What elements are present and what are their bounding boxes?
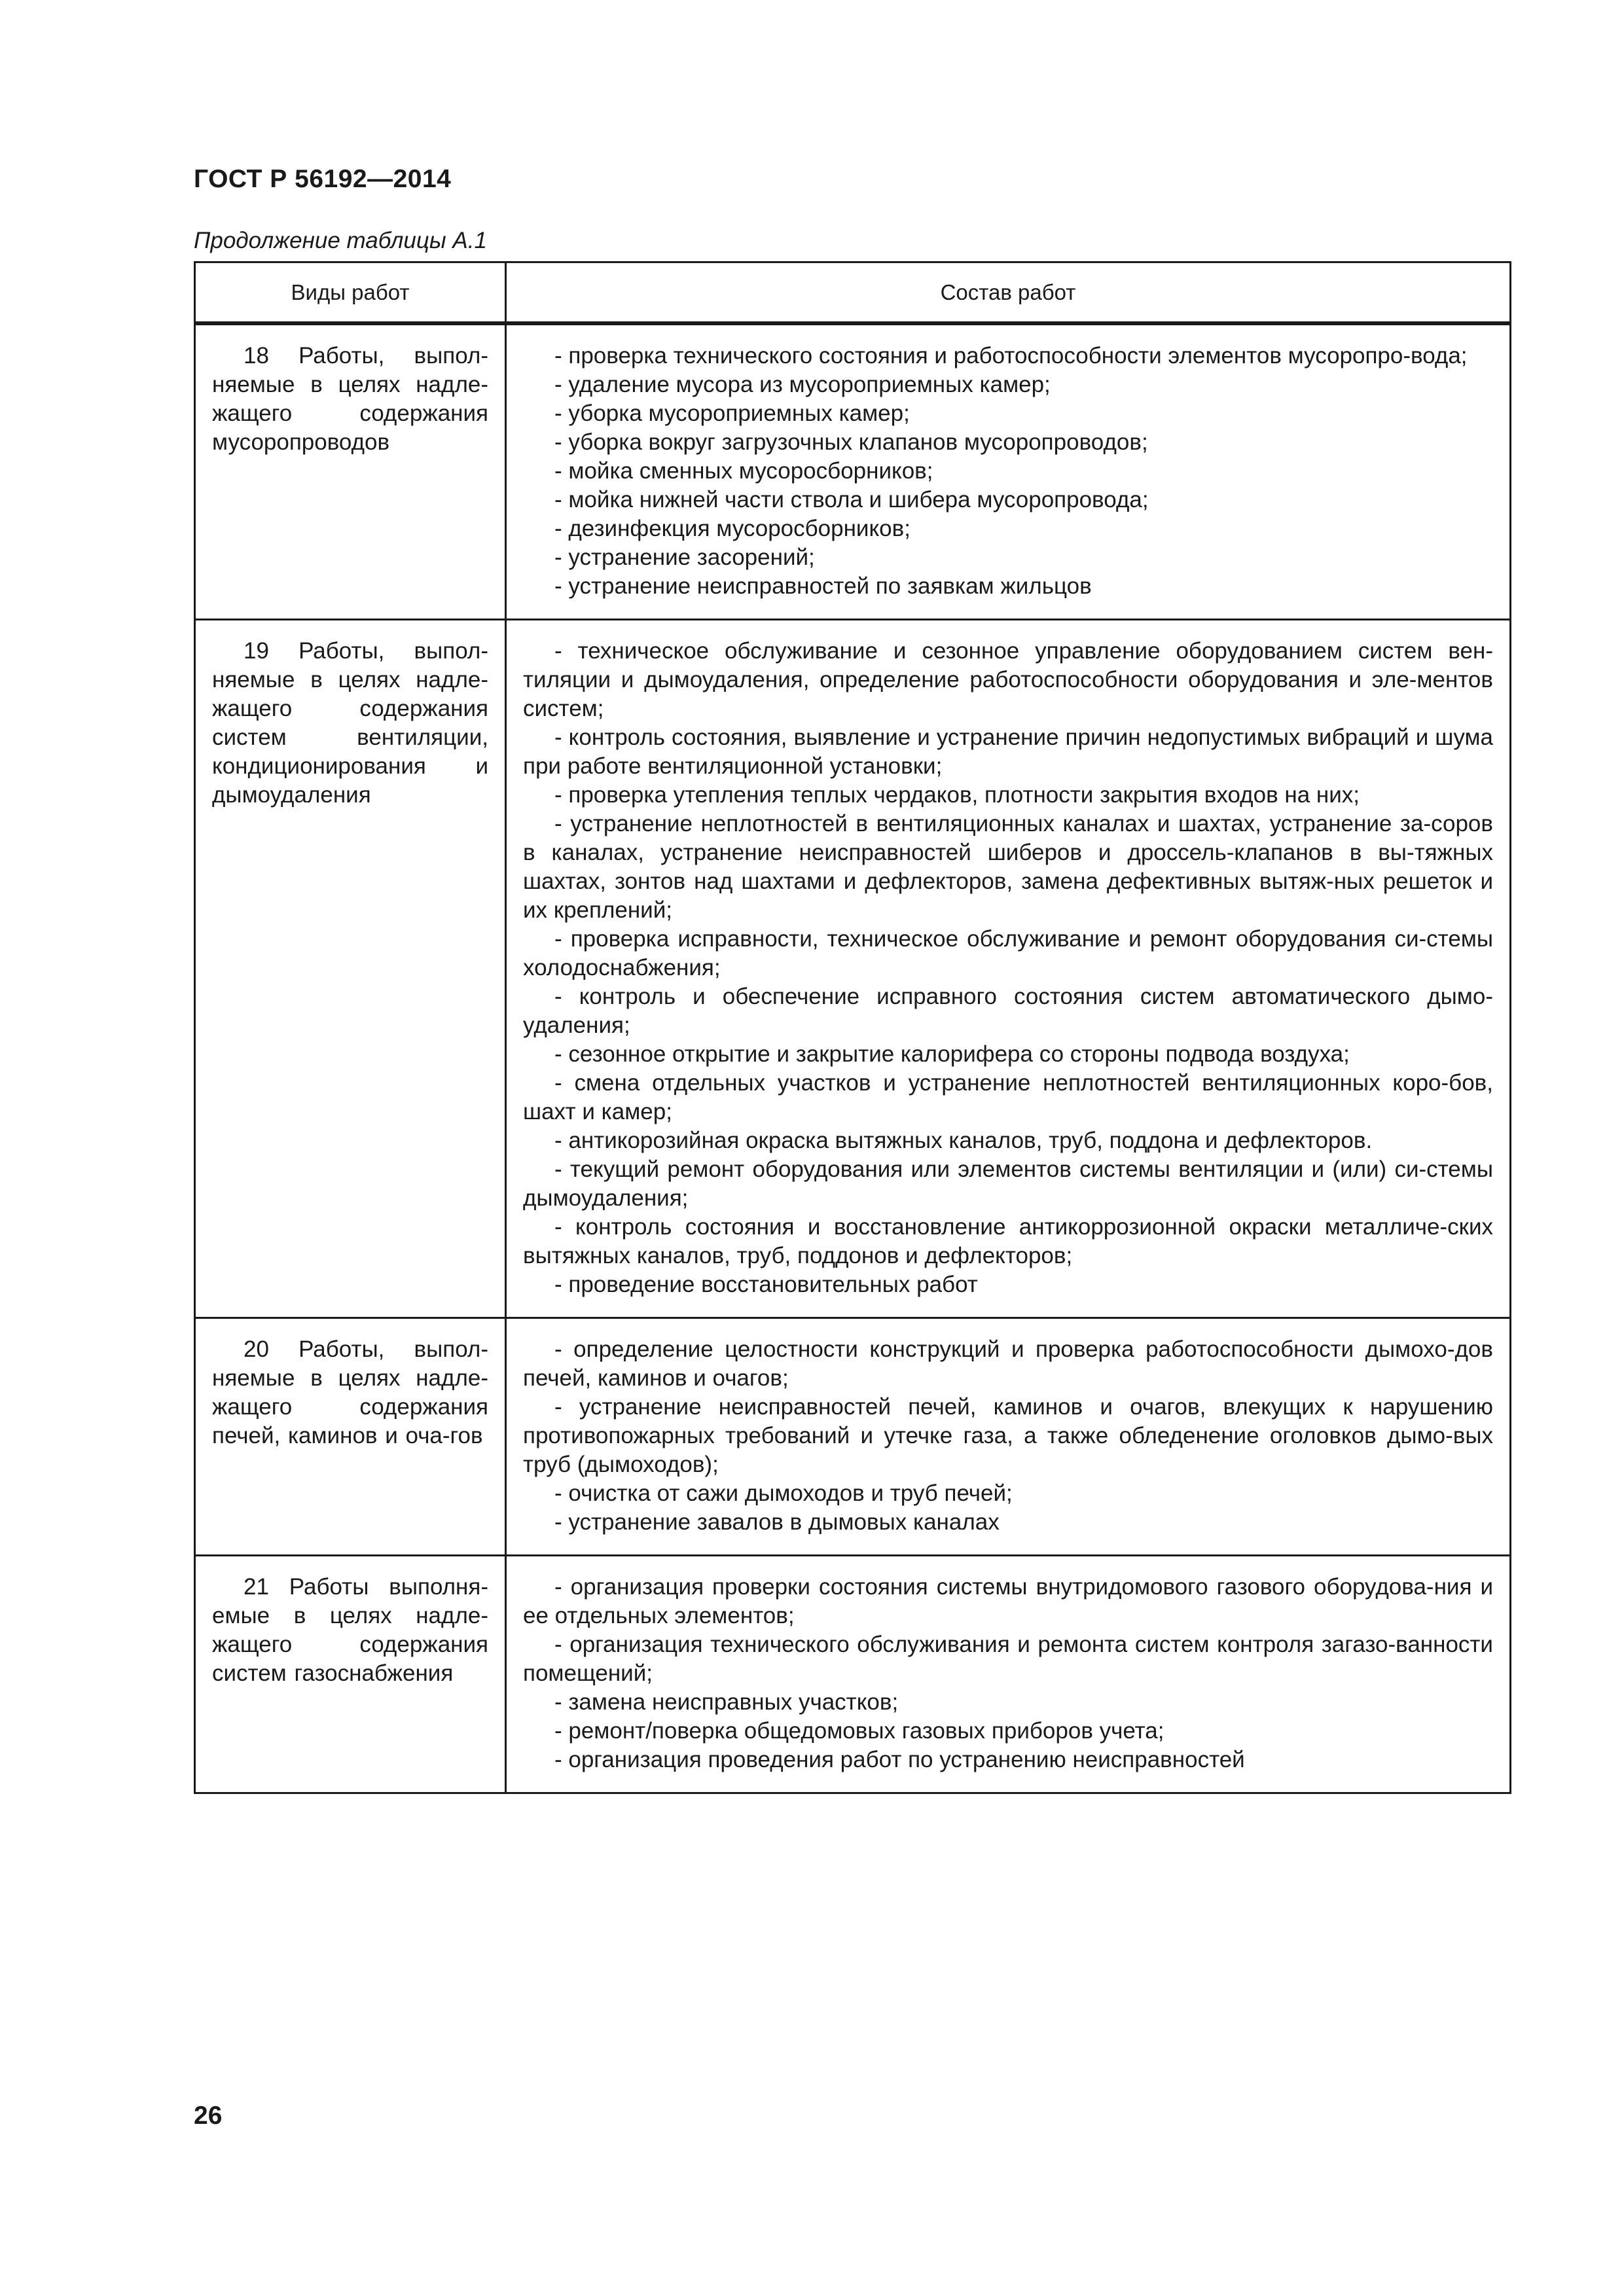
work-items-list: [523, 342, 1493, 601]
work-item: - уборка мусороприемных камер;: [554, 401, 910, 426]
table-header-row: [195, 262, 1511, 324]
work-items-list: [523, 637, 1493, 1299]
work-composition-cell: [506, 1556, 1511, 1793]
column-header-composition: Состав работ: [506, 262, 1511, 324]
work-item: - сезонное открытие и закрытие калорифера со стороны подвода воздуха;: [554, 1041, 1350, 1067]
work-item: - смена отдельных участков и устранение неплотностей вентиляционных коро-бов, шахт и камер;: [523, 1070, 1493, 1124]
work-kind-text: 18 Работы, выпол-няемые в целях надле-жащего содержания мусоропроводов: [212, 343, 488, 455]
work-item: - устранение неплотностей в вентиляционных каналах и шахтах, устранение за-соров в каналах, устранение неисправностей шиберов и дроссель-клапанов в вы-тяжных шахтах, зонтов над шахтами и дефлекторов, замена дефективных вытяж-ных решеток и их креплений;: [523, 811, 1493, 923]
work-item: - контроль состояния, выявление и устранение причин недопустимых вибраций и шума при работе вентиляционной установки;: [523, 725, 1493, 779]
work-item: - определение целостности конструкций и проверка работоспособности дымохо-дов печей, каминов и очагов;: [523, 1336, 1493, 1391]
work-item: - замена неисправных участков;: [554, 1689, 899, 1715]
work-item: - устранение засорений;: [554, 545, 815, 570]
work-item: - удаление мусора из мусороприемных камер;: [554, 372, 1051, 397]
work-item: - устранение завалов в дымовых каналах: [554, 1509, 1000, 1535]
work-kind-text: 21 Работы выполня-емые в целях надле-жащего содержания систем газоснабжения: [212, 1574, 488, 1686]
column-header-kinds: Виды работ: [195, 262, 506, 324]
page-number: 26: [194, 2102, 223, 2130]
work-item: - контроль состояния и восстановление антикоррозионной окраски металличе-ских вытяжных каналов, труб, поддонов и дефлекторов;: [523, 1214, 1493, 1268]
work-item: - проверка исправности, техническое обслуживание и ремонт оборудования си-стемы холодоснабжения;: [523, 926, 1493, 980]
work-item: - устранение неисправностей по заявкам жильцов: [554, 573, 1092, 599]
work-item: - проверка утепления теплых чердаков, плотности закрытия входов на них;: [554, 782, 1360, 808]
work-item: - уборка вокруг загрузочных клапанов мусоропроводов;: [554, 429, 1148, 455]
table-row: [195, 323, 1511, 620]
work-kind-cell: [195, 1318, 506, 1556]
table-row: [195, 1556, 1511, 1793]
table-row: [195, 620, 1511, 1318]
table-row: [195, 1318, 1511, 1556]
work-composition-cell: [506, 323, 1511, 620]
work-item: - устранение неисправностей печей, каминов и очагов, влекущих к нарушению противопожарных требований и утечке газа, а также обледенение оголовков дымо-вых труб (дымоходов);: [523, 1394, 1493, 1477]
work-item: - проверка технического состояния и работоспособности элементов мусоропро-вода;: [554, 343, 1468, 368]
document-header: ГОСТ Р 56192—2014: [194, 165, 452, 193]
work-items-list: [523, 1335, 1493, 1537]
work-kind-cell: [195, 323, 506, 620]
works-table: [194, 261, 1511, 1794]
work-item: - мойка нижней части ствола и шибера мусоропровода;: [554, 487, 1149, 512]
table-body: [195, 323, 1511, 1793]
work-item: - антикорозийная окраска вытяжных каналов, труб, поддона и дефлекторов.: [554, 1128, 1373, 1153]
work-items-list: [523, 1573, 1493, 1774]
work-kind-text: 20 Работы, выпол-няемые в целях надле-жащего содержания печей, каминов и оча-гов: [212, 1336, 488, 1448]
work-item: - техническое обслуживание и сезонное управление оборудованием систем вен-тиляции и дымоудаления, определение работоспособности оборудования и эле-ментов систем;: [523, 638, 1493, 721]
work-kind-cell: [195, 620, 506, 1318]
work-item: - организация проведения работ по устранению неисправностей: [554, 1747, 1245, 1772]
table-caption: Продолжение таблицы А.1: [194, 228, 487, 253]
work-item: - ремонт/поверка общедомовых газовых приборов учета;: [554, 1718, 1164, 1744]
work-item: - мойка сменных мусоросборников;: [554, 458, 933, 484]
work-item: - организация технического обслуживания и ремонта систем контроля загазо-ванности помещений;: [523, 1632, 1493, 1686]
work-kind-cell: [195, 1556, 506, 1793]
work-item: - проведение восстановительных работ: [554, 1272, 978, 1297]
work-item: - очистка от сажи дымоходов и труб печей;: [554, 1480, 1013, 1506]
work-kind-text: 19 Работы, выпол-няемые в целях надле-жащего содержания систем вентиляции, кондиционирования и дымоудаления: [212, 638, 488, 808]
work-item: - контроль и обеспечение исправного состояния систем автоматического дымо-удаления;: [523, 984, 1493, 1038]
work-item: - организация проверки состояния системы внутридомового газового оборудова-ния и ее отдельных элементов;: [523, 1574, 1493, 1628]
work-item: - текущий ремонт оборудования или элементов системы вентиляции и (или) си-стемы дымоудаления;: [523, 1157, 1493, 1211]
work-item: - дезинфекция мусоросборников;: [554, 516, 911, 541]
work-composition-cell: [506, 1318, 1511, 1556]
work-composition-cell: [506, 620, 1511, 1318]
